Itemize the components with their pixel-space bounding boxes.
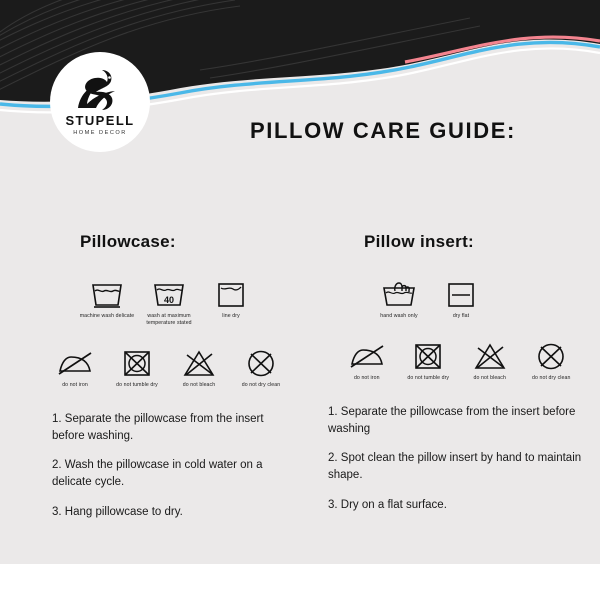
brand-logo-badge bbox=[50, 52, 150, 152]
pillow-insert-steps bbox=[320, 404, 582, 513]
symbol-caption: dry flat bbox=[452, 313, 470, 319]
list-item: 1. Separate the pillowcase from the insert before washing. bbox=[52, 413, 264, 442]
list-item: 3. Hang pillowcase to dry. bbox=[52, 505, 183, 518]
symbol-machine-wash-delicate bbox=[76, 274, 138, 320]
pillowcase-symbol-row-1 bbox=[36, 274, 296, 327]
symbol-caption: wash at maximum temperature stated bbox=[146, 313, 192, 327]
symbol-do-not-iron bbox=[336, 336, 398, 382]
symbol-do-not-bleach bbox=[459, 336, 521, 382]
list-item: 2. Spot clean the pillow insert by hand to maintain shape. bbox=[328, 452, 582, 482]
hand-wash-only-icon bbox=[381, 274, 417, 308]
dry-flat-icon bbox=[446, 274, 476, 308]
symbol-caption: do not iron bbox=[353, 375, 380, 382]
do-not-dry-clean-icon bbox=[246, 343, 276, 377]
do-not-tumble-dry-icon bbox=[122, 343, 152, 377]
list-item: 2. Wash the pillowcase in cold water on a delicate cycle. bbox=[52, 459, 263, 489]
brand-tagline: HOME DECOR bbox=[73, 130, 127, 136]
line-dry-icon bbox=[216, 274, 246, 308]
symbol-caption: machine wash delicate bbox=[79, 313, 135, 319]
pillow-insert-symbol-row-1 bbox=[320, 274, 582, 320]
symbol-caption: do not bleach bbox=[473, 375, 506, 382]
page-title: PILLOW CARE GUIDE: bbox=[250, 118, 516, 143]
do-not-iron-icon bbox=[349, 336, 385, 370]
pillowcase-symbol-row-2 bbox=[36, 343, 296, 389]
symbol-do-not-bleach bbox=[168, 343, 230, 389]
do-not-iron-icon bbox=[57, 343, 93, 377]
do-not-dry-clean-icon bbox=[536, 336, 566, 370]
pillow-insert-symbol-row-2 bbox=[320, 336, 582, 382]
symbol-dry-flat bbox=[430, 274, 492, 320]
list-item: 1. Separate the pillowcase from the insert before washing bbox=[328, 406, 576, 435]
do-not-bleach-icon bbox=[183, 343, 215, 377]
svg-text:40: 40 bbox=[163, 295, 175, 305]
pillow-insert-column bbox=[320, 232, 582, 526]
pillowcase-heading: Pillowcase: bbox=[80, 232, 176, 251]
symbol-do-not-dry-clean bbox=[521, 336, 583, 382]
do-not-bleach-icon bbox=[474, 336, 506, 370]
symbol-wash-max-temp bbox=[138, 274, 200, 327]
pillowcase-steps bbox=[36, 411, 296, 520]
symbol-hand-wash-only bbox=[368, 274, 430, 320]
symbol-caption: do not dry clean bbox=[531, 375, 571, 382]
symbol-do-not-iron bbox=[44, 343, 106, 389]
symbol-caption: do not bleach bbox=[182, 382, 216, 389]
symbol-caption: do not tumble dry bbox=[116, 382, 158, 389]
symbol-caption: do not dry clean bbox=[241, 382, 281, 389]
wash-max-temperature-40-icon bbox=[152, 274, 186, 308]
symbol-caption: hand wash only bbox=[380, 313, 418, 319]
pillowcase-column bbox=[36, 232, 296, 533]
do-not-tumble-dry-icon bbox=[413, 336, 443, 370]
pillow-insert-heading: Pillow insert: bbox=[364, 232, 474, 251]
symbol-do-not-tumble-dry bbox=[106, 343, 168, 389]
list-item: 3. Dry on a flat surface. bbox=[328, 498, 447, 511]
machine-wash-delicate-icon bbox=[90, 274, 124, 308]
symbol-caption: do not iron bbox=[62, 382, 88, 389]
brand-wordmark: STUPELL bbox=[65, 113, 135, 128]
stupell-swan-logo-icon bbox=[72, 68, 128, 112]
symbol-do-not-dry-clean bbox=[230, 343, 292, 389]
symbol-caption: do not tumble dry bbox=[407, 375, 450, 382]
symbol-line-dry bbox=[200, 274, 262, 320]
symbol-do-not-tumble-dry bbox=[398, 336, 460, 382]
footer-strip bbox=[0, 564, 600, 600]
symbol-caption: line dry bbox=[222, 313, 240, 319]
